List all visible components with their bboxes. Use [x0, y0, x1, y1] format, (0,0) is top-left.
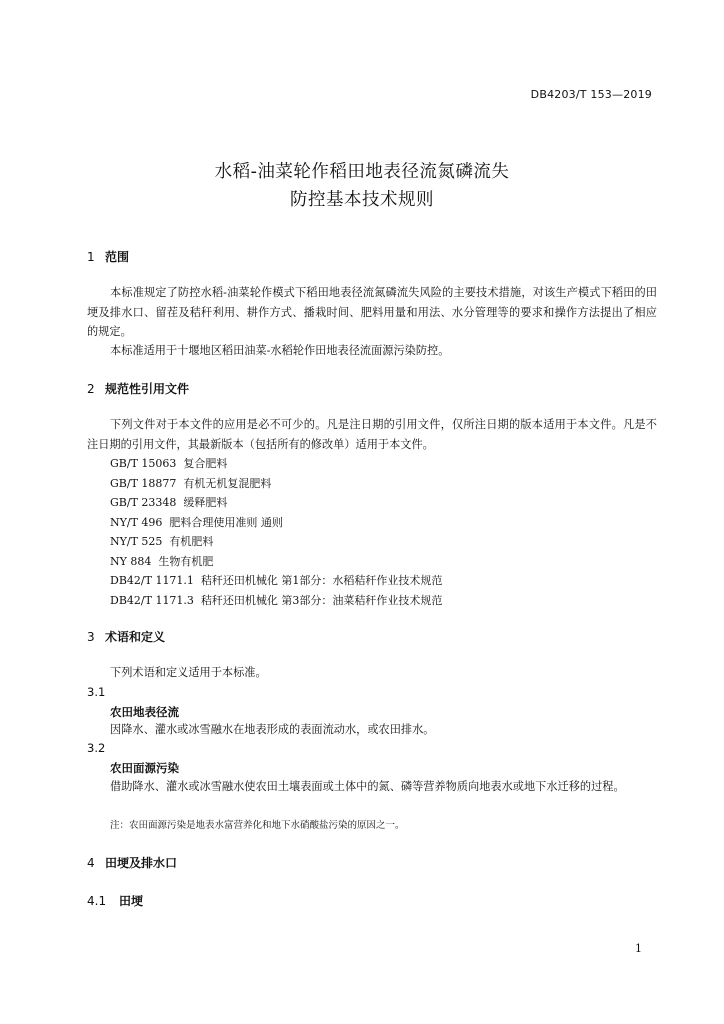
section-heading-1	[87, 248, 129, 265]
reference-item: GB/T 23348 缓释肥料	[110, 496, 228, 509]
term-name: 农田面源污染	[110, 761, 179, 775]
subsection-heading-4-1	[87, 892, 143, 909]
section-title: 范围	[105, 250, 130, 264]
term-definition: 因降水、灌水或冰雪融水在地表形成的表面流动水，或农田排水。	[110, 723, 435, 736]
section-number: 4	[87, 856, 95, 870]
reference-item: GB/T 18877 有机无机复混肥料	[110, 476, 272, 490]
term-name: 农田地表径流	[110, 705, 179, 719]
section-heading-4	[87, 854, 177, 871]
standard-number: DB4203/T 153—2019	[530, 88, 652, 101]
section-title: 田埂及排水口	[105, 856, 178, 870]
document-title-line2: 防控基本技术规则	[290, 190, 434, 210]
paragraph: 下列文件对于本文件的应用是必不可少的。凡是注日期的引用文件，仅所注日期的版本适用于本文件。凡是不注日期的引用文件，其最新版本（包括所有的修改单）适用于本文件。	[87, 418, 657, 451]
reference-item: GB/T 15063 复合肥料	[110, 457, 228, 470]
term-number: 3.1	[87, 685, 106, 699]
section-heading-3	[87, 628, 165, 645]
section-number: 2	[87, 382, 95, 396]
reference-item: DB42/T 1171.3 秸秆还田机械化 第3部分：油菜秸秆作业技术规范	[110, 593, 443, 607]
reference-item: DB42/T 1171.1 秸秆还田机械化 第1部分：水稻秸秆作业技术规范	[110, 574, 443, 587]
paragraph: 本标准规定了防控水稻-油菜轮作模式下稻田地表径流氮磷流失风险的主要技术措施，对该生产模式下稻田的田埂及排水口、留茬及秸秆利用、耕作方式、播栽时间、肥料用量和用法、水分管理等的要求和操作方法提出了相应的规定。	[87, 286, 657, 338]
section-title: 田埂	[119, 894, 144, 908]
reference-item: NY 884 生物有机肥	[110, 554, 214, 568]
section-number: 3	[87, 630, 95, 644]
section-number: 4.1	[87, 894, 107, 908]
page-number: 1	[635, 942, 642, 955]
reference-item: NY/T 525 有机肥料	[110, 535, 214, 548]
reference-item: NY/T 496 肥料合理使用准则 通则	[110, 515, 283, 529]
note: 注：农田面源污染是地表水富营养化和地下水硝酸盐污染的原因之一。	[110, 820, 405, 831]
section-heading-2	[87, 380, 189, 397]
paragraph: 下列术语和定义适用于本标准。	[110, 666, 267, 679]
term-definition: 借助降水、灌水或冰雪融水使农田土壤表面或土体中的氮、磷等营养物质向地表水或地下水迁移的过程。	[110, 780, 625, 793]
section-number: 1	[87, 250, 95, 264]
paragraph: 本标准适用于十堰地区稻田油菜-水稻轮作田地表径流面源污染防控。	[110, 344, 450, 357]
term-number: 3.2	[87, 741, 106, 755]
section-title: 术语和定义	[105, 630, 166, 644]
document-title-line1: 水稻-油菜轮作稻田地表径流氮磷流失	[214, 162, 510, 182]
section-title: 规范性引用文件	[105, 382, 190, 396]
